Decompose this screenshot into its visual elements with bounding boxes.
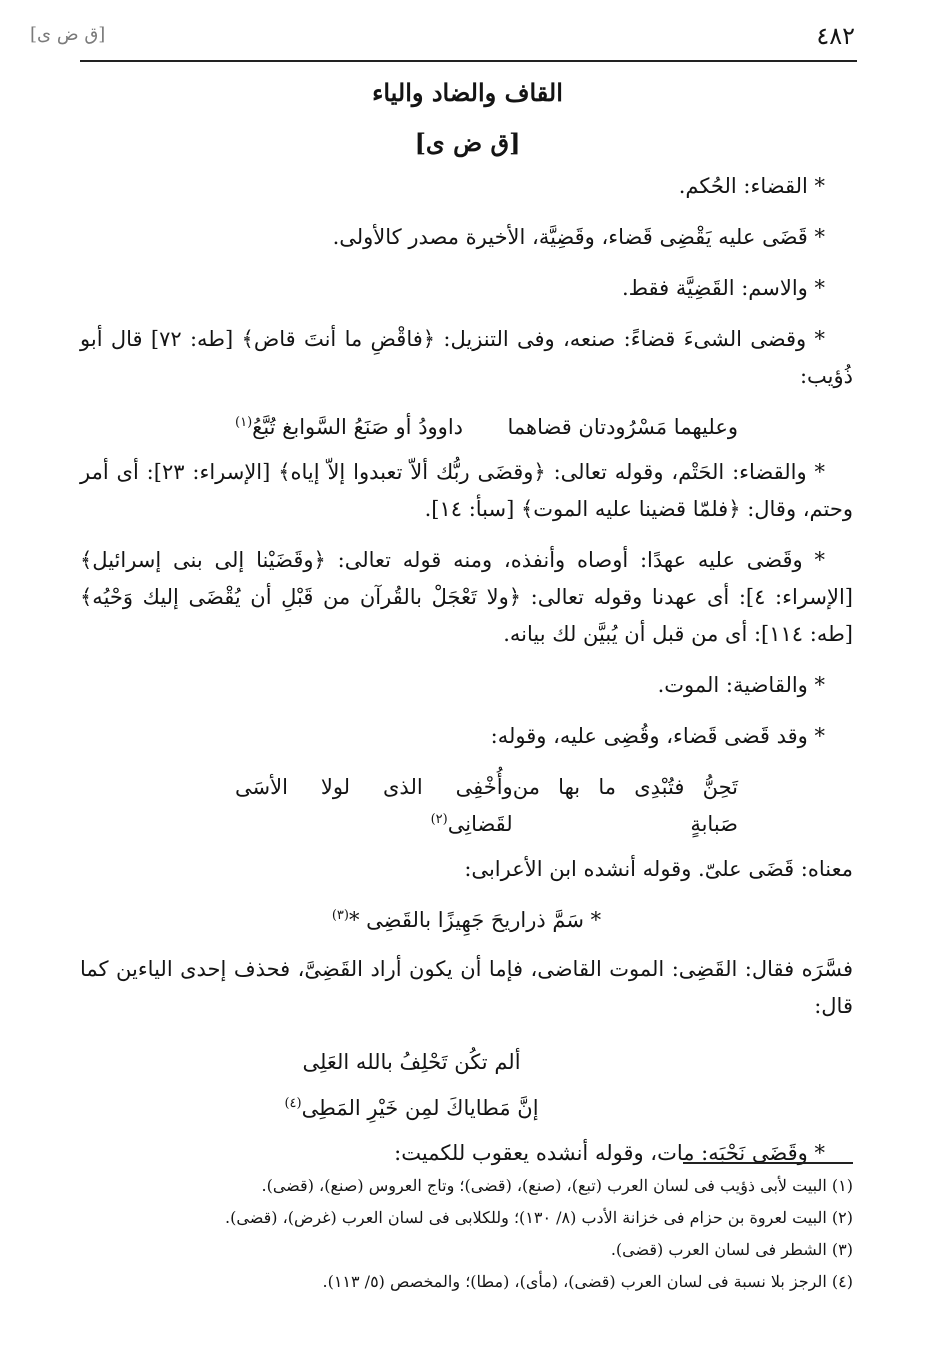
paragraph: * وقَضَى نَحْبَه: مات، وقوله أنشده يعقوب للكميت:	[394, 1141, 825, 1165]
entry-body	[80, 168, 853, 1186]
verse-3	[80, 902, 853, 939]
verse-hemistich: وأُخْفِى الذى لولا الأسَى لقَضانِى	[235, 775, 513, 836]
footnote-marker: (٤)	[284, 1096, 302, 1111]
header-rule	[80, 60, 857, 62]
verse-hemistich-group	[235, 769, 513, 843]
paragraph: * والاسم: القَضِيَّة فقط.	[621, 276, 825, 300]
root-heading: [ق ض ى]	[414, 128, 521, 157]
paragraph: * والقاضية: الموت.	[657, 673, 825, 697]
paragraph: * القضاء: الحُكم.	[678, 174, 825, 198]
verse-line: إنَّ مَطاياكَ لمِن خَيْرِ المَطِى	[301, 1096, 539, 1120]
footnote: (٣) الشطر فى لسان العرب (قضى).	[610, 1240, 853, 1259]
paragraph: * وقَضى عليه عهدًا: أوصاه وأنفذه، ومنه قوله تعالى: ﴿وقَضَيْنا إلى بنى إسرائيل﴾ [الإسراء: ٤]: أى عهدنا وقوله تعالى: ﴿ولا تَعْجَلْ بالقُرآن من قَبْلِ أن يُقْضَى إليك وَحْيُه﴾ [طه: ١١٤]: أى من قبل أن يُبيَّن لك بيانه.	[80, 548, 853, 646]
footnote: (٤) الرجز بلا نسبة فى لسان العرب (قضى)، (مأى)، (مطا)؛ والمخصص (٥/ ١١٣).	[322, 1272, 853, 1291]
page-number: ٤٨٢	[816, 22, 855, 50]
footnote-marker: (١)	[235, 415, 253, 430]
paragraph: معناه: قَضَى علىّ. وقوله أنشده ابن الأعرابى:	[464, 857, 853, 881]
paragraph: * وقضى الشىءَ قضاءً: صنعه، وفى التنزيل: ﴿فاقْضِ ما أنتَ قاض﴾ [طه: ٧٢] قال أبو ذُؤيب:	[80, 327, 853, 388]
verse-hemistich-group	[235, 409, 463, 446]
verse-line: * سَمَّ ذراريحَ جَهِيزًا بالقَضِى *	[348, 908, 602, 932]
footnote: (٢) البيت لعروة بن حزام فى خزانة الأدب (٨/ ١٣٠)؛ وللكلابى فى لسان العرب (غرض)، (قضى).	[225, 1208, 853, 1227]
chapter-title: القاف والضاد والياء	[372, 78, 563, 107]
verse-line-group	[80, 1085, 743, 1131]
footnote: (١) البيت لأبى ذؤيب فى لسان العرب (تبع)، (صنع)، (قضى)؛ وتاج العروس (صنع)، (قضى).	[261, 1176, 853, 1195]
running-header	[30, 22, 855, 56]
paragraph: * قَضَى عليه يَقْضِى قَضاء، وقَضِيَّة، الأخيرة مصدر كالأولى.	[332, 225, 825, 249]
verse-line: ألم تكُن تَحْلِفُ بالله العَلِى	[302, 1050, 521, 1074]
paragraph: * وقد قَضى قَضاء، وقُضِى عليه، وقوله:	[490, 724, 825, 748]
verse-hemistich: وعليهما مَسْرُودتان قضاهما	[507, 415, 738, 439]
footnote-marker: (٢)	[430, 812, 448, 827]
running-head: [ق ض ى]	[30, 24, 106, 45]
paragraph: فسَّرَه فقال: القَضِى: الموت القاضى، فإما أن يكون أراد القَضِىَّ، فحذف إحدى الياءين كما قال:	[80, 957, 853, 1018]
footnotes	[80, 1170, 853, 1298]
verse-1	[80, 409, 853, 446]
verse-hemistich: تَحِنُّ فتُبْدِى ما بها من صَبابةٍ	[512, 775, 738, 836]
footnote-marker: (٣)	[331, 908, 349, 923]
footnote-rule	[683, 1162, 853, 1164]
verse-hemistich: داوودُ أو صَنَعُ السَّوابغ تُبَّعُ	[252, 415, 464, 439]
paragraph: * والقضاء: الحَتْم، وقوله تعالى: ﴿وقضَى ربُّك ألاّ تعبدوا إلاّ إياه﴾ [الإسراء: ٢٣]: أى أمر وحتم، وقال: ﴿فلمّا قضينا عليه الموت﴾ [سبأ: ١٤].	[80, 460, 853, 521]
verse-4	[80, 1039, 853, 1131]
verse-2	[80, 769, 853, 843]
